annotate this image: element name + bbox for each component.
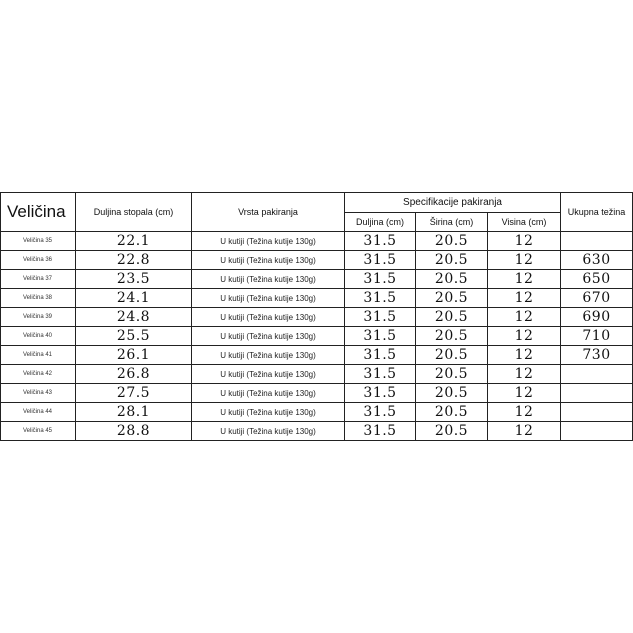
cell-spec-length: 31.5 xyxy=(345,384,416,403)
cell-spec-width: 20.5 xyxy=(416,289,488,308)
table-row xyxy=(1,365,633,384)
table-body xyxy=(1,232,633,441)
cell-packaging-type: U kutiji (Težina kutije 130g) xyxy=(192,422,345,441)
table-row xyxy=(1,308,633,327)
cell-size: Veličina 45 xyxy=(1,422,76,441)
table-row xyxy=(1,346,633,365)
cell-total-weight: 670 xyxy=(561,289,633,308)
table-row xyxy=(1,422,633,441)
cell-foot-length: 27.5 xyxy=(76,384,192,403)
cell-spec-height: 12 xyxy=(488,384,561,403)
header-spec-length: Duljina (cm) xyxy=(345,213,416,232)
cell-spec-height: 12 xyxy=(488,251,561,270)
cell-spec-width: 20.5 xyxy=(416,384,488,403)
table-row xyxy=(1,232,633,251)
cell-total-weight: 650 xyxy=(561,270,633,289)
header-total-weight: Ukupna težina xyxy=(561,193,633,232)
cell-spec-length: 31.5 xyxy=(345,251,416,270)
cell-spec-width: 20.5 xyxy=(416,232,488,251)
cell-spec-height: 12 xyxy=(488,327,561,346)
cell-packaging-type: U kutiji (Težina kutije 130g) xyxy=(192,308,345,327)
table-row xyxy=(1,289,633,308)
header-packaging-spec: Specifikacije pakiranja xyxy=(345,193,561,213)
cell-size: Veličina 43 xyxy=(1,384,76,403)
cell-total-weight xyxy=(561,384,633,403)
cell-spec-width: 20.5 xyxy=(416,403,488,422)
cell-spec-height: 12 xyxy=(488,365,561,384)
cell-spec-height: 12 xyxy=(488,270,561,289)
cell-spec-width: 20.5 xyxy=(416,422,488,441)
table-row xyxy=(1,327,633,346)
cell-spec-height: 12 xyxy=(488,308,561,327)
cell-total-weight: 710 xyxy=(561,327,633,346)
cell-size: Veličina 44 xyxy=(1,403,76,422)
cell-spec-length: 31.5 xyxy=(345,327,416,346)
size-chart-table xyxy=(0,192,633,441)
cell-size: Veličina 37 xyxy=(1,270,76,289)
cell-packaging-type: U kutiji (Težina kutije 130g) xyxy=(192,232,345,251)
cell-foot-length: 26.1 xyxy=(76,346,192,365)
cell-spec-length: 31.5 xyxy=(345,403,416,422)
cell-foot-length: 24.1 xyxy=(76,289,192,308)
cell-spec-height: 12 xyxy=(488,232,561,251)
cell-foot-length: 24.8 xyxy=(76,308,192,327)
cell-total-weight xyxy=(561,403,633,422)
cell-spec-width: 20.5 xyxy=(416,327,488,346)
cell-spec-length: 31.5 xyxy=(345,365,416,384)
cell-packaging-type: U kutiji (Težina kutije 130g) xyxy=(192,251,345,270)
cell-size: Veličina 39 xyxy=(1,308,76,327)
header-foot-length: Duljina stopala (cm) xyxy=(76,193,192,232)
cell-spec-length: 31.5 xyxy=(345,346,416,365)
cell-foot-length: 23.5 xyxy=(76,270,192,289)
cell-spec-width: 20.5 xyxy=(416,270,488,289)
cell-spec-length: 31.5 xyxy=(345,289,416,308)
cell-size: Veličina 41 xyxy=(1,346,76,365)
cell-spec-length: 31.5 xyxy=(345,270,416,289)
cell-size: Veličina 40 xyxy=(1,327,76,346)
header-size: Veličina xyxy=(1,193,76,232)
cell-spec-height: 12 xyxy=(488,403,561,422)
header-spec-height: Visina (cm) xyxy=(488,213,561,232)
cell-foot-length: 26.8 xyxy=(76,365,192,384)
cell-packaging-type: U kutiji (Težina kutije 130g) xyxy=(192,365,345,384)
cell-spec-length: 31.5 xyxy=(345,422,416,441)
cell-packaging-type: U kutiji (Težina kutije 130g) xyxy=(192,270,345,289)
cell-spec-length: 31.5 xyxy=(345,232,416,251)
cell-foot-length: 25.5 xyxy=(76,327,192,346)
cell-packaging-type: U kutiji (Težina kutije 130g) xyxy=(192,403,345,422)
cell-size: Veličina 38 xyxy=(1,289,76,308)
cell-packaging-type: U kutiji (Težina kutije 130g) xyxy=(192,346,345,365)
cell-foot-length: 28.1 xyxy=(76,403,192,422)
header-packaging-type: Vrsta pakiranja xyxy=(192,193,345,232)
table-row xyxy=(1,251,633,270)
table-row xyxy=(1,270,633,289)
cell-foot-length: 22.8 xyxy=(76,251,192,270)
cell-spec-width: 20.5 xyxy=(416,308,488,327)
cell-total-weight xyxy=(561,422,633,441)
cell-foot-length: 22.1 xyxy=(76,232,192,251)
cell-foot-length: 28.8 xyxy=(76,422,192,441)
cell-size: Veličina 36 xyxy=(1,251,76,270)
cell-total-weight xyxy=(561,365,633,384)
cell-total-weight: 730 xyxy=(561,346,633,365)
cell-size: Veličina 35 xyxy=(1,232,76,251)
cell-spec-height: 12 xyxy=(488,346,561,365)
header-spec-width: Širina (cm) xyxy=(416,213,488,232)
cell-spec-height: 12 xyxy=(488,289,561,308)
cell-packaging-type: U kutiji (Težina kutije 130g) xyxy=(192,327,345,346)
cell-spec-width: 20.5 xyxy=(416,251,488,270)
cell-spec-height: 12 xyxy=(488,422,561,441)
cell-spec-width: 20.5 xyxy=(416,365,488,384)
header-row-top xyxy=(1,193,633,213)
cell-spec-length: 31.5 xyxy=(345,308,416,327)
cell-total-weight: 630 xyxy=(561,251,633,270)
cell-size: Veličina 42 xyxy=(1,365,76,384)
table-row xyxy=(1,403,633,422)
cell-total-weight: 690 xyxy=(561,308,633,327)
table-row xyxy=(1,384,633,403)
cell-total-weight xyxy=(561,232,633,251)
cell-packaging-type: U kutiji (Težina kutije 130g) xyxy=(192,289,345,308)
cell-spec-width: 20.5 xyxy=(416,346,488,365)
cell-packaging-type: U kutiji (Težina kutije 130g) xyxy=(192,384,345,403)
